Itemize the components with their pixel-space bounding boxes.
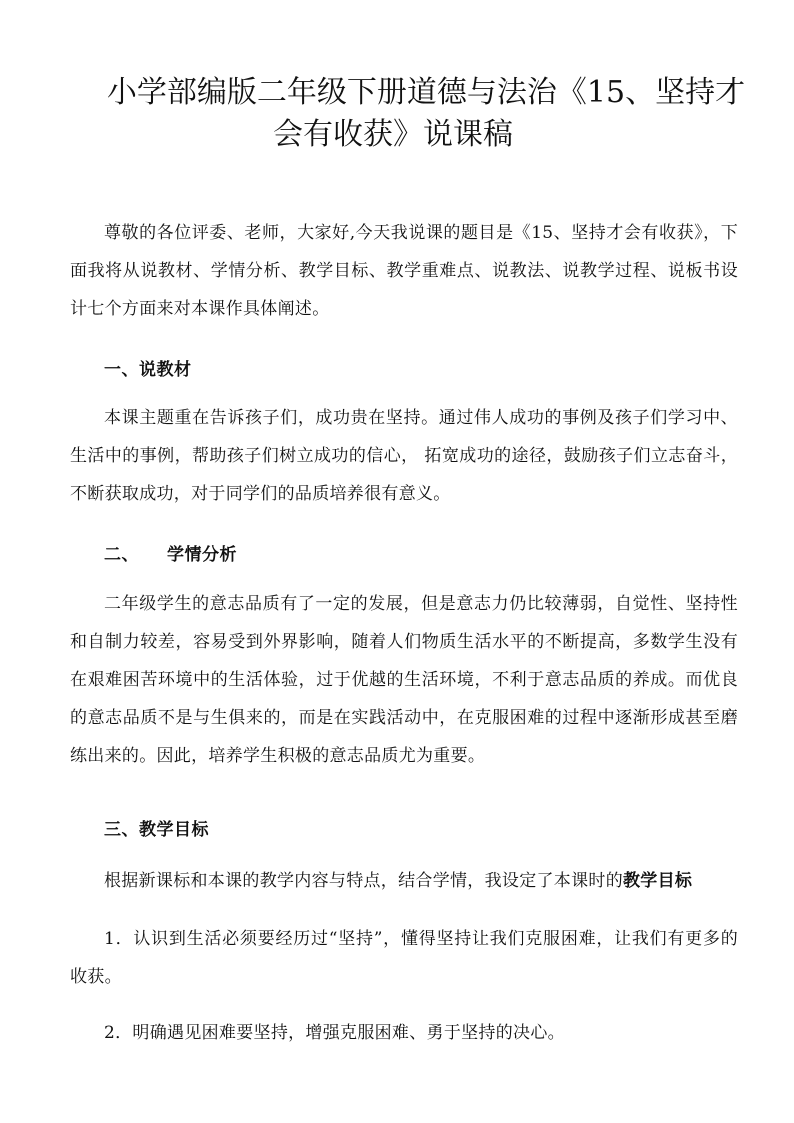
section-3-lead-text: 根据新课标和本课的教学内容与特点，结合学情，我设定了本课时的 (104, 871, 623, 891)
section-heading-2 (104, 543, 237, 567)
document-title (0, 72, 794, 156)
section-2-body: 二年级学生的意志品质有了一定的发展，但是意志力仍比较薄弱，自觉性、坚持性和自制力较差，容易受到外界影响，随着人们物质生活水平的不断提高，多数学生没有在艰难困苦环境中的生活体验，过于优越的生活环境，不利于意志品质的养成。而优良的意志品质不是与生俱来的，而是在实践活动中，在克服困难的过程中逐渐形成甚至磨练出来的。因此，培养学生积极的意志品质尤为重要。 (70, 594, 738, 766)
objective-item-2: 2．明确遇见困难要坚持，增强克服困难、勇于坚持的决心。 (104, 1023, 565, 1043)
section-heading-1: 一、说教材 (104, 360, 192, 380)
section-3-lead-bold: 教学目标 (623, 871, 693, 891)
objective-item-1: 1．认识到生活必须要经历过“坚持”，懂得坚持让我们克服困难，让我们有更多的收获。 (70, 929, 738, 987)
section-heading-3: 三、教学目标 (104, 820, 209, 840)
title-line-2: 会有收获》说课稿 (273, 117, 513, 152)
section-1-body: 本课主题重在告诉孩子们，成功贵在坚持。通过伟人成功的事例及孩子们学习中、生活中的事例，帮助孩子们树立成功的信心， 拓宽成功的途径，鼓励孩子们立志奋斗，不断获取成功，对于同学们的品质培养很有意义。 (70, 408, 738, 504)
title-line-1: 小学部编版二年级下册道德与法治《15、坚持才 (106, 75, 746, 110)
section-heading-2-text: 学情分析 (167, 545, 237, 565)
section-3-lead (70, 862, 738, 900)
section-heading-2-number: 二、 (104, 545, 139, 565)
intro-paragraph: 尊敬的各位评委、老师，大家好,今天我说课的题目是《15、坚持才会有收获》，下面我将从说教材、学情分析、教学目标、教学重难点、说教法、说教学过程、说板书设计七个方面来对本课作具体阐述。 (70, 223, 738, 319)
